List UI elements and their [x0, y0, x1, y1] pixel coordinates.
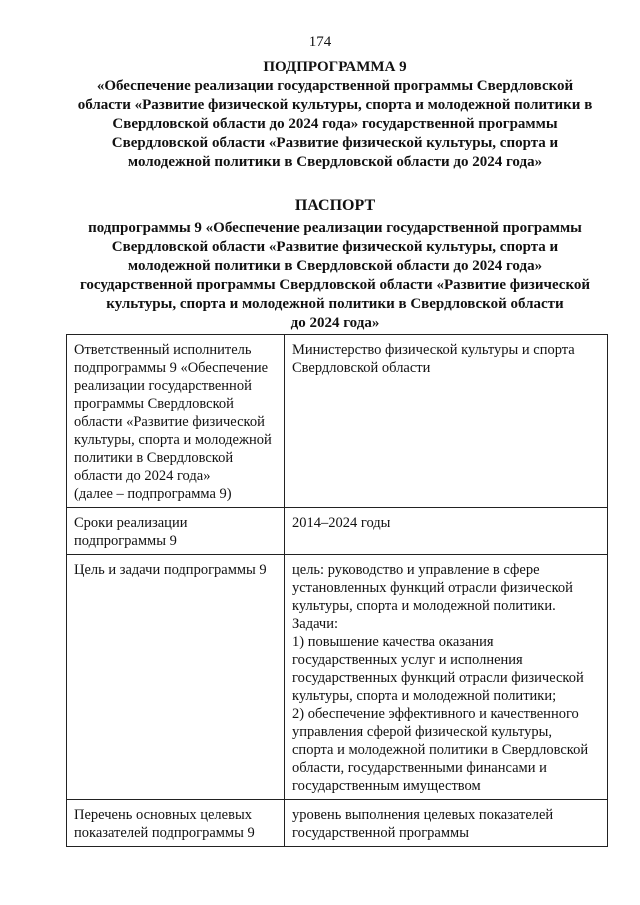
cell-text-line: Задачи: [292, 616, 339, 632]
row-value-cell [285, 508, 608, 555]
cell-text-line: Сроки реализации [74, 515, 188, 531]
row-label-cell [67, 555, 285, 800]
row-value-cell [285, 800, 608, 847]
cell-text-line: Свердловской области [292, 360, 431, 376]
cell-text-line: Цель и задачи подпрограммы 9 [74, 562, 267, 578]
passport-title-line: государственной программы Свердловской области «Развитие физической [79, 277, 591, 293]
cell-text-line: области, государственными финансами и [292, 760, 547, 776]
subprogram-title-line: молодежной политики в Свердловской области до 2024 года» [127, 154, 543, 170]
passport-title-line: Свердловской области «Развитие физической культуры, спорта и [111, 239, 559, 255]
passport-title-line: подпрограммы 9 «Обеспечение реализации государственной программы [88, 220, 582, 236]
cell-text-line: 2014–2024 годы [292, 515, 391, 531]
cell-text-line: показателей подпрограммы 9 [74, 825, 255, 841]
cell-text-line: программы Свердловской [74, 396, 234, 412]
subprogram-heading: ПОДПРОГРАММА 9 [263, 59, 407, 75]
cell-text-line: культуры, спорта и молодежной [74, 432, 272, 448]
row-label-cell [67, 800, 285, 847]
cell-text-line: (далее – подпрограмма 9) [74, 486, 232, 502]
cell-text-line: уровень выполнения целевых показателей [292, 807, 554, 823]
cell-text-line: цель: руководство и управление в сфере [292, 562, 540, 578]
passport-table [66, 334, 608, 847]
row-label-cell [67, 335, 285, 508]
row-label-cell [67, 508, 285, 555]
subprogram-title-line: Свердловской области «Развитие физической культуры, спорта и [111, 135, 559, 151]
passport-heading: ПАСПОРТ [294, 197, 376, 214]
row-value-cell [285, 555, 608, 800]
cell-text-line: подпрограммы 9 «Обеспечение [74, 360, 269, 376]
cell-text-line: государственных функций отрасли физической [292, 670, 584, 686]
cell-text-line: управления сферой физической культуры, [292, 724, 553, 740]
cell-text-line: области до 2024 года» [74, 468, 211, 484]
cell-text-line: подпрограммы 9 [74, 533, 177, 549]
cell-text-line: государственных услуг и исполнения [292, 652, 523, 668]
cell-text-line: Ответственный исполнитель [74, 342, 252, 358]
cell-text-line: политики в Свердловской [74, 450, 234, 466]
cell-text-line: установленных функций отрасли физической [292, 580, 573, 596]
row-value-cell [285, 335, 608, 508]
cell-text-line: 1) повышение качества оказания [292, 634, 494, 650]
cell-text-line: культуры, спорта и молодежной политики; [292, 688, 557, 704]
passport-title-line: молодежной политики в Свердловской области до 2024 года» [127, 258, 543, 274]
subprogram-title-line: Свердловской области до 2024 года» государственной программы [112, 116, 558, 132]
cell-text-line: 2) обеспечение эффективного и качественного [292, 706, 579, 722]
subprogram-title-block [70, 58, 600, 172]
cell-text-line: государственной программы [292, 825, 469, 841]
passport-title-block [70, 196, 600, 333]
subprogram-title-line: «Обеспечение реализации государственной программы Свердловской [96, 78, 574, 94]
subprogram-title-line: области «Развитие физической культуры, спорта и молодежной политики в [77, 97, 593, 113]
table-row-responsible-executor [67, 335, 608, 508]
cell-text-line: Министерство физической культуры и спорта [292, 342, 575, 358]
passport-title-line: до 2024 года» [290, 315, 380, 331]
cell-text-line: реализации государственной [74, 378, 252, 394]
cell-text-line: Перечень основных целевых [74, 807, 252, 823]
table-row-target-indicators [67, 800, 608, 847]
cell-text-line: области «Развитие физической [74, 414, 265, 430]
cell-text-line: спорта и молодежной политики в Свердловской [292, 742, 589, 758]
page-number: 174 [308, 34, 332, 50]
passport-title-line: культуры, спорта и молодежной политики в Свердловской области [106, 296, 564, 312]
cell-text-line: культуры, спорта и молодежной политики. [292, 598, 556, 614]
table-row-goals-and-tasks [67, 555, 608, 800]
cell-text-line: государственным имуществом [292, 778, 481, 794]
table-row-implementation-period [67, 508, 608, 555]
